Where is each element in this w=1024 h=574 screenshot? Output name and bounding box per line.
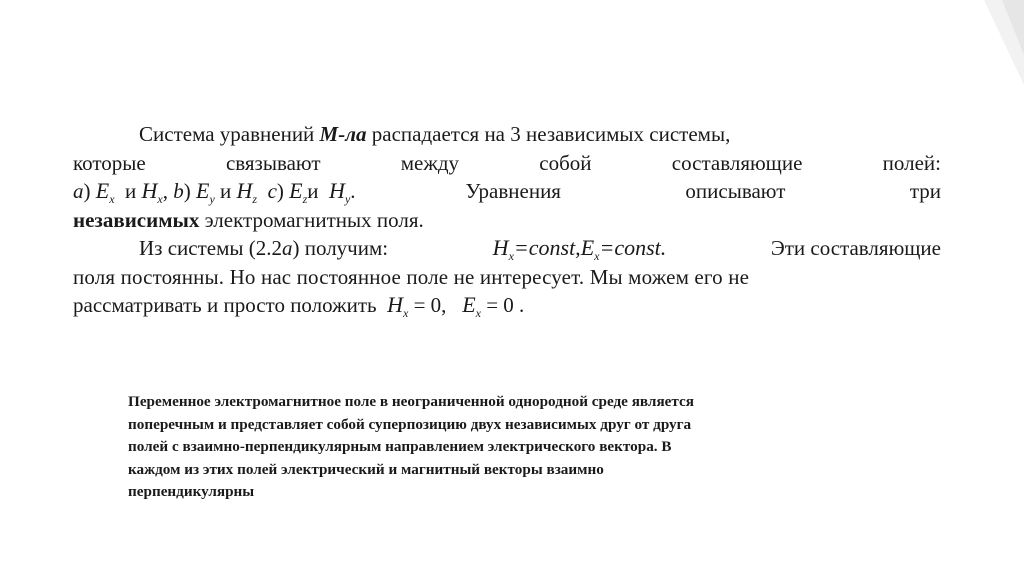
p1-l1-start: Система уравнений [139, 122, 320, 146]
p1-l3-right [466, 177, 941, 206]
label-c: c [267, 179, 277, 203]
p2-l1-start: Из системы (2.2 [139, 236, 282, 260]
sym-E-2: E [196, 178, 210, 203]
p1-l2-word: между [400, 150, 460, 175]
sym-H-5: H [387, 292, 404, 317]
sub-x: x [109, 192, 115, 206]
note-line: перпендикулярны [128, 483, 255, 500]
sub-x-4: x [594, 249, 600, 263]
paren-b: ) [183, 179, 191, 203]
note-line: поперечным и представляет собой суперпозицию двух независимых друг от друга [128, 415, 692, 433]
p1-l3-formula: a) $E_x$ и $H_x$, b) $E_y$ и $H_z$ c) $E_zи$ $H_y$. [73, 178, 356, 206]
p2-l1-end: Эти составляющие [770, 236, 941, 260]
p1-l2-word: связывают [225, 150, 321, 175]
p2-l2-text: поля постоянны. Но нас постоянное поле не интересует. Мы можем его не [73, 264, 750, 289]
sub-y-2: y [344, 192, 351, 206]
p1-line3 [73, 177, 941, 206]
p1-l1-bold: М-ла [319, 122, 367, 146]
sym-H-4: H [492, 235, 509, 260]
label-a: a [73, 179, 84, 203]
sub-z-2: z [302, 192, 308, 206]
eq-zero-1: = 0, [413, 293, 447, 317]
sym-E: E [95, 178, 110, 203]
sym-E-5: E [462, 292, 476, 317]
note-line: полей с взаимно-перпендикулярным направлением электрического вектора. В [128, 438, 672, 455]
p1-l4-rest: электромагнитных поля. [199, 207, 424, 232]
p1-l2-word: полей: [882, 150, 941, 175]
p2-line1 [73, 234, 941, 263]
sym-H-3: H [329, 178, 345, 203]
p1-l4-bold: независимых [73, 207, 200, 232]
p2-l1-left [139, 234, 388, 263]
p2-l3-start: рассматривать и просто положить [73, 293, 377, 317]
dot: . [350, 179, 356, 203]
sub-z: z [252, 192, 258, 206]
sub-x-5: x [403, 306, 409, 320]
sub-x-2: x [157, 192, 163, 206]
note-line: каждом из этих полей электрический и магнитный векторы взаимно [128, 460, 604, 478]
paren-a: ) [83, 179, 91, 203]
p1-l3-right-word: описывают [685, 179, 786, 203]
p1-l2-word: которые [73, 150, 146, 175]
eq-const-2: =const. [599, 235, 667, 260]
and-1: и [125, 179, 137, 203]
label-b: b [173, 179, 184, 203]
eq-const-1: =const, [513, 235, 581, 260]
eq-zero-2: = 0 . [486, 293, 525, 317]
sym-E-4: E [580, 235, 595, 260]
p1-l3-right-word: три [909, 179, 941, 203]
p1-l3-right-word: Уравнения [465, 179, 561, 203]
p2-l1-formula [493, 234, 667, 263]
p1-line2 [73, 149, 941, 178]
note-line: Переменное электромагнитное поле в неограниченной однородной среде является [128, 393, 695, 410]
main-text [73, 120, 941, 320]
p1-l2-word: собой [539, 150, 592, 175]
paren-c: ) [276, 179, 284, 203]
p1-l2-word: составляющие [671, 150, 803, 175]
p2-l1-mid: ) получим: [292, 236, 389, 260]
p1-line1 [73, 120, 941, 149]
sub-x-3: x [508, 249, 514, 263]
sym-H-2: H [236, 178, 253, 203]
note-text [128, 391, 868, 504]
p1-l1-text [139, 120, 730, 149]
p1-line4 [73, 206, 941, 235]
sub-y: y [209, 192, 215, 206]
corner-decoration [964, 0, 1024, 85]
sym-H: H [141, 178, 158, 203]
sym-E-3: E [289, 178, 303, 203]
sub-x-6: x [475, 306, 481, 320]
p1-l1-end: распадается на 3 независимых системы, [366, 122, 731, 146]
and-2: и [220, 179, 232, 203]
and-3: и [307, 179, 319, 203]
p2-l1-a: a [281, 236, 293, 260]
p2-line2 [73, 263, 941, 292]
p2-line3 [73, 291, 941, 320]
